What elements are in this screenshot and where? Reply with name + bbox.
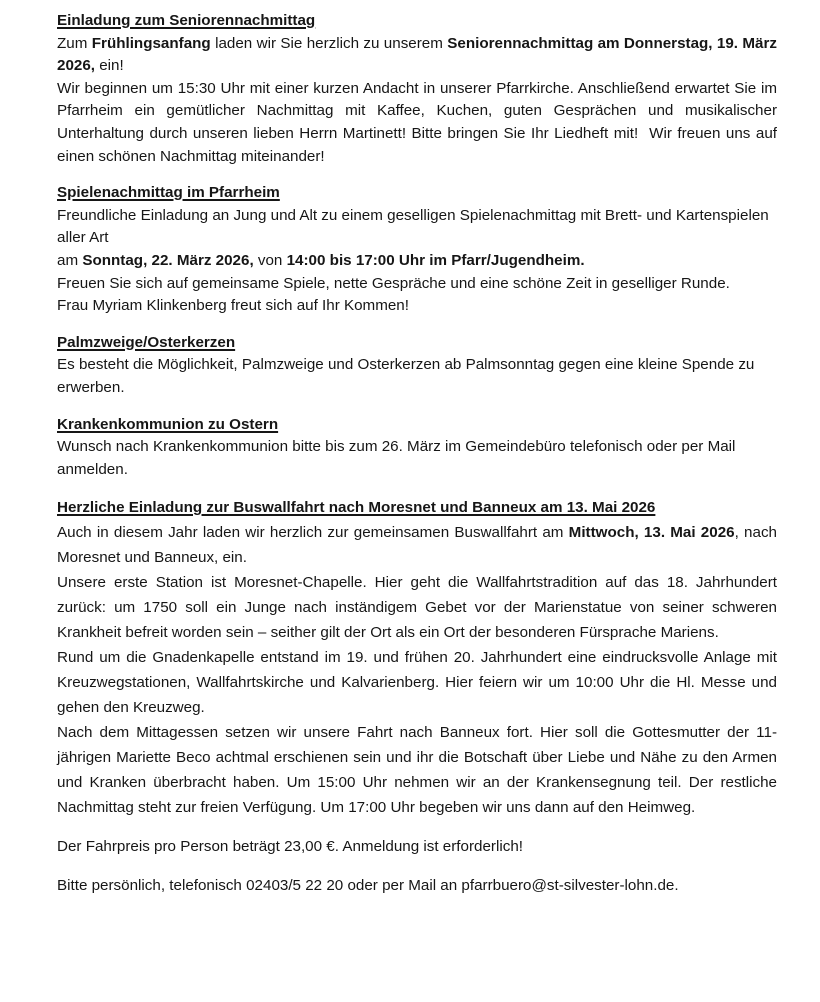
section-buswallfahrt [57, 495, 782, 820]
section-spielenachmittag [57, 182, 777, 318]
paragraph [57, 273, 777, 296]
text-run: Wunsch nach Krankenkommunion bitte bis zum 26. März im Gemeindebüro telefonisch oder per Mail anmelden. [57, 438, 740, 478]
paragraph [57, 205, 777, 250]
text-run: Freuen Sie sich auf gemeinsame Spiele, nette Gespräche und eine schöne Zeit in geselliger Runde. [57, 274, 730, 292]
document-content [57, 10, 782, 898]
section-seniorennachmittag [57, 10, 782, 168]
bold-text: Mittwoch, 13. Mai 2026 [568, 524, 735, 542]
text-run: , nach Moresnet und Banneux, ein. [57, 524, 782, 567]
section-heading: Krankenkommunion zu Ostern [57, 415, 279, 433]
text-run: Der Fahrpreis pro Person beträgt 23,00 €. Anmeldung ist erforderlich! [57, 838, 523, 856]
paragraph [57, 33, 782, 78]
text-run: Frau Myriam Klinkenberg freut sich auf Ihr Kommen! [57, 297, 409, 315]
section-palmzweige [57, 332, 777, 400]
bold-text: 14:00 bis 17:00 Uhr im Pfarr/Jugendheim. [286, 251, 585, 269]
paragraph [57, 834, 777, 859]
text-run: laden wir Sie herzlich zu unserem [210, 34, 448, 52]
section-heading: Einladung zum Seniorennachmittag [57, 12, 316, 29]
text-run: Zum [57, 34, 92, 52]
bold-text: Frühlingsanfang [91, 34, 211, 52]
paragraph [57, 873, 777, 898]
text-run: Es besteht die Möglichkeit, Palmzweige und Osterkerzen ab Palmsonntag gegen eine kleine Spende zu erwerben. [57, 356, 759, 396]
section-fahrpreis [57, 834, 777, 859]
section-krankenkommunion [57, 414, 777, 482]
text-run: Bitte persönlich, telefonisch 02403/5 22 20 oder per Mail an pfarrbuero@st-silvester-lohn.de. [57, 877, 679, 895]
text-run: Auch in diesem Jahr laden wir herzlich zur gemeinsamen Buswallfahrt am [57, 524, 569, 542]
text-run: Nach dem Mittagessen setzen wir unsere Fahrt nach Banneux fort. Hier soll die Gottesmutter der 11-jährigen Mariette Beco achtmal erschienen sein und ihr die Botschaft über Liebe und Nähe zu den Armen und Kranken überbracht haben. Um 15:00 Uhr nehmen wir an der Krankensegnung teil. Der restliche Nachmittag steht zur freien Verfügung. Um 17:00 Uhr begeben wir uns dann auf den Heimweg. [57, 724, 782, 817]
paragraph [57, 436, 777, 481]
text-run: Unsere erste Station ist Moresnet-Chapelle. Hier geht die Wallfahrtstradition auf das 18. Jahrhundert zurück: um 1750 soll ein Junge nach inständigem Gebet vor der Marienstatue von seiner schweren Krankheit befreit worden sein – seither gilt der Ort als ein Ort der besonderen Fürsprache Mariens. [57, 574, 782, 642]
text-run: von [253, 251, 287, 269]
text-run: Wir beginnen um 15:30 Uhr mit einer kurzen Andacht in unserer Pfarrkirche. Anschließend erwartet Sie im Pfarrheim ein gemütlicher Nachmittag mit Kaffee, Kuchen, guten Gesprächen und musikalischer Unterhaltung durch unseren lieben Herrn Martinett! Bitte bringen Sie Ihr Liedheft mit! Wir freuen uns auf einen schönen Nachmittag miteinander! [57, 79, 782, 165]
paragraph [57, 354, 777, 399]
paragraph [57, 295, 777, 318]
text-run: ein! [95, 57, 124, 75]
paragraph [57, 250, 777, 273]
section-heading: Herzliche Einladung zur Buswallfahrt nach Moresnet und Banneux am 13. Mai 2026 [57, 499, 656, 517]
bold-text: Sonntag, 22. März 2026, [82, 251, 254, 269]
paragraph [57, 645, 782, 720]
bold-text: Seniorennachmittag am Donnerstag, 19. März 2026, [57, 34, 782, 75]
section-heading: Palmzweige/Osterkerzen [57, 333, 236, 351]
text-run: am [57, 251, 83, 269]
paragraph [57, 570, 782, 645]
text-run: Rund um die Gnadenkapelle entstand im 19. und frühen 20. Jahrhundert eine eindrucksvolle Anlage mit Kreuzwegstationen, Wallfahrtskirche und Kalvarienberg. Hier feiern wir um 10:00 Uhr die Hl. Messe und gehen den Kreuzweg. [57, 649, 782, 717]
section-anmeldung [57, 873, 777, 898]
text-run: Freundliche Einladung an Jung und Alt zu einem geselligen Spielenachmittag mit Brett- und Kartenspielen aller Art [57, 206, 773, 247]
paragraph [57, 520, 782, 570]
paragraph [57, 720, 782, 820]
section-heading: Spielenachmittag im Pfarrheim [57, 184, 280, 202]
paragraph [57, 78, 782, 168]
